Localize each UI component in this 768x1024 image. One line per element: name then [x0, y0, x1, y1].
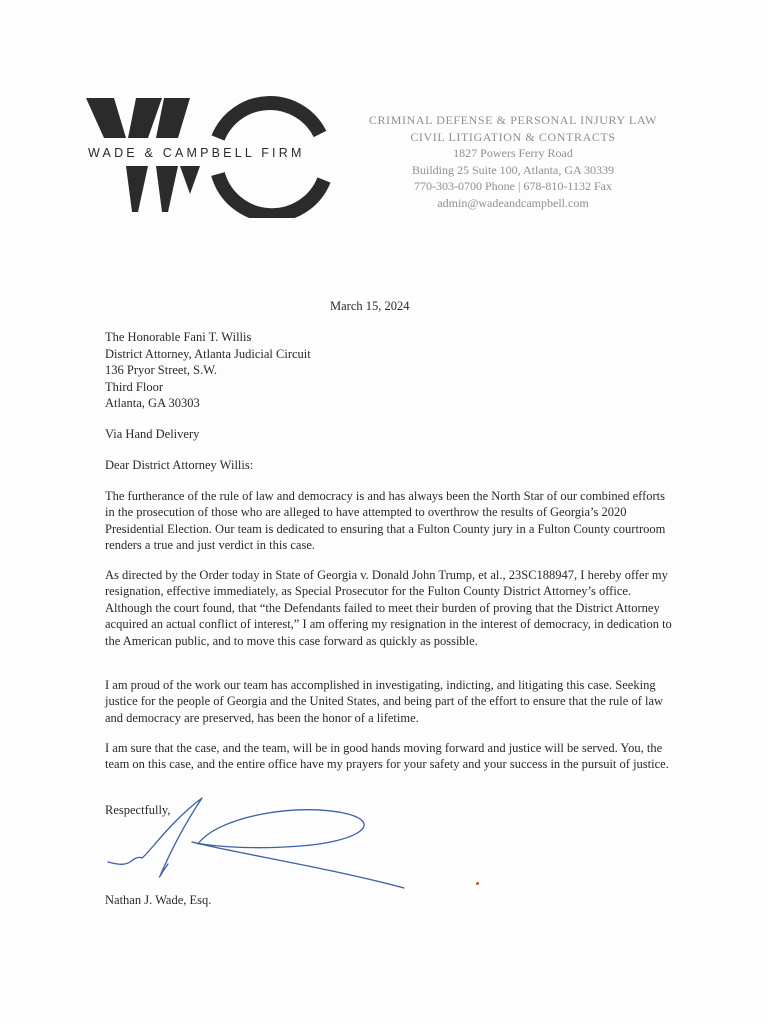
salutation: Dear District Attorney Willis:: [105, 458, 254, 472]
ink-speck: [476, 882, 479, 885]
practice-areas-line-1: CRIMINAL DEFENSE & PERSONAL INJURY LAW: [368, 113, 658, 127]
body-paragraph: As directed by the Order today in State of Georgia v. Donald John Trump, et al., 23SC188947, I hereby offer my resignation, effective immediately, as Special Prosecutor for the Fulton County District Attorney’s office. Although the court found, that “the Defendants failed to meet their burden of proving that the District Attorney acquired an actual conflict of interest,” I am offering my resignation in the interest of democracy, in dedication to the American public, and to move this case forward as quickly as possible.: [105, 568, 672, 648]
recipient-line: District Attorney, Atlanta Judicial Circuit: [105, 346, 311, 361]
body-paragraph: The furtherance of the rule of law and democracy is and has always been the North Star of our combined efforts in the prosecution of those who are alleged to have attempted to overthrow the results of Georgia’s 2020 Presidential Election. Our team is dedicated to ensuring that a Fulton County jury in a Fulton County courtroom renders a true and just verdict in this case.: [105, 489, 666, 553]
practice-areas-line-2: CIVIL LITIGATION & CONTRACTS: [410, 129, 616, 144]
firm-street: 1827 Powers Ferry Road: [453, 146, 573, 160]
firm-suite-city: Building 25 Suite 100, Atlanta, GA 30339: [411, 162, 614, 177]
recipient-line: Third Floor: [105, 379, 163, 394]
closing: Respectfully,: [105, 803, 171, 817]
recipient-address: [105, 329, 311, 412]
firm-email: admin@wadeandcampbell.com: [437, 195, 589, 210]
handwritten-signature: [100, 792, 420, 902]
recipient-line: Atlanta, GA 30303: [105, 396, 200, 410]
body-paragraph: I am proud of the work our team has accomplished in investigating, indicting, and litigating this case. Seeking justice for the people of Georgia and the United States, and being part of the effort to ensure that the rule of law and democracy are preserved, has been the honor of a lifetime.: [105, 678, 664, 725]
recipient-line: 136 Pryor Street, S.W.: [105, 363, 218, 377]
firm-name: WADE & CAMPBELL FIRM: [84, 146, 309, 160]
recipient-line: The Honorable Fani T. Willis: [105, 330, 252, 344]
letter-date: March 15, 2024: [330, 299, 410, 313]
firm-contact-block: [348, 112, 678, 211]
body-paragraph: I am sure that the case, and the team, will be in good hands moving forward and justice will be served. You, the team on this case, and the entire office have my prayers for your safety and your success in the pursuit of justice.: [105, 741, 669, 772]
delivery-method: Via Hand Delivery: [105, 427, 200, 441]
signer-name: Nathan J. Wade, Esq.: [105, 893, 212, 907]
firm-phone-fax: 770-303-0700 Phone | 678-810-1132 Fax: [414, 179, 612, 193]
